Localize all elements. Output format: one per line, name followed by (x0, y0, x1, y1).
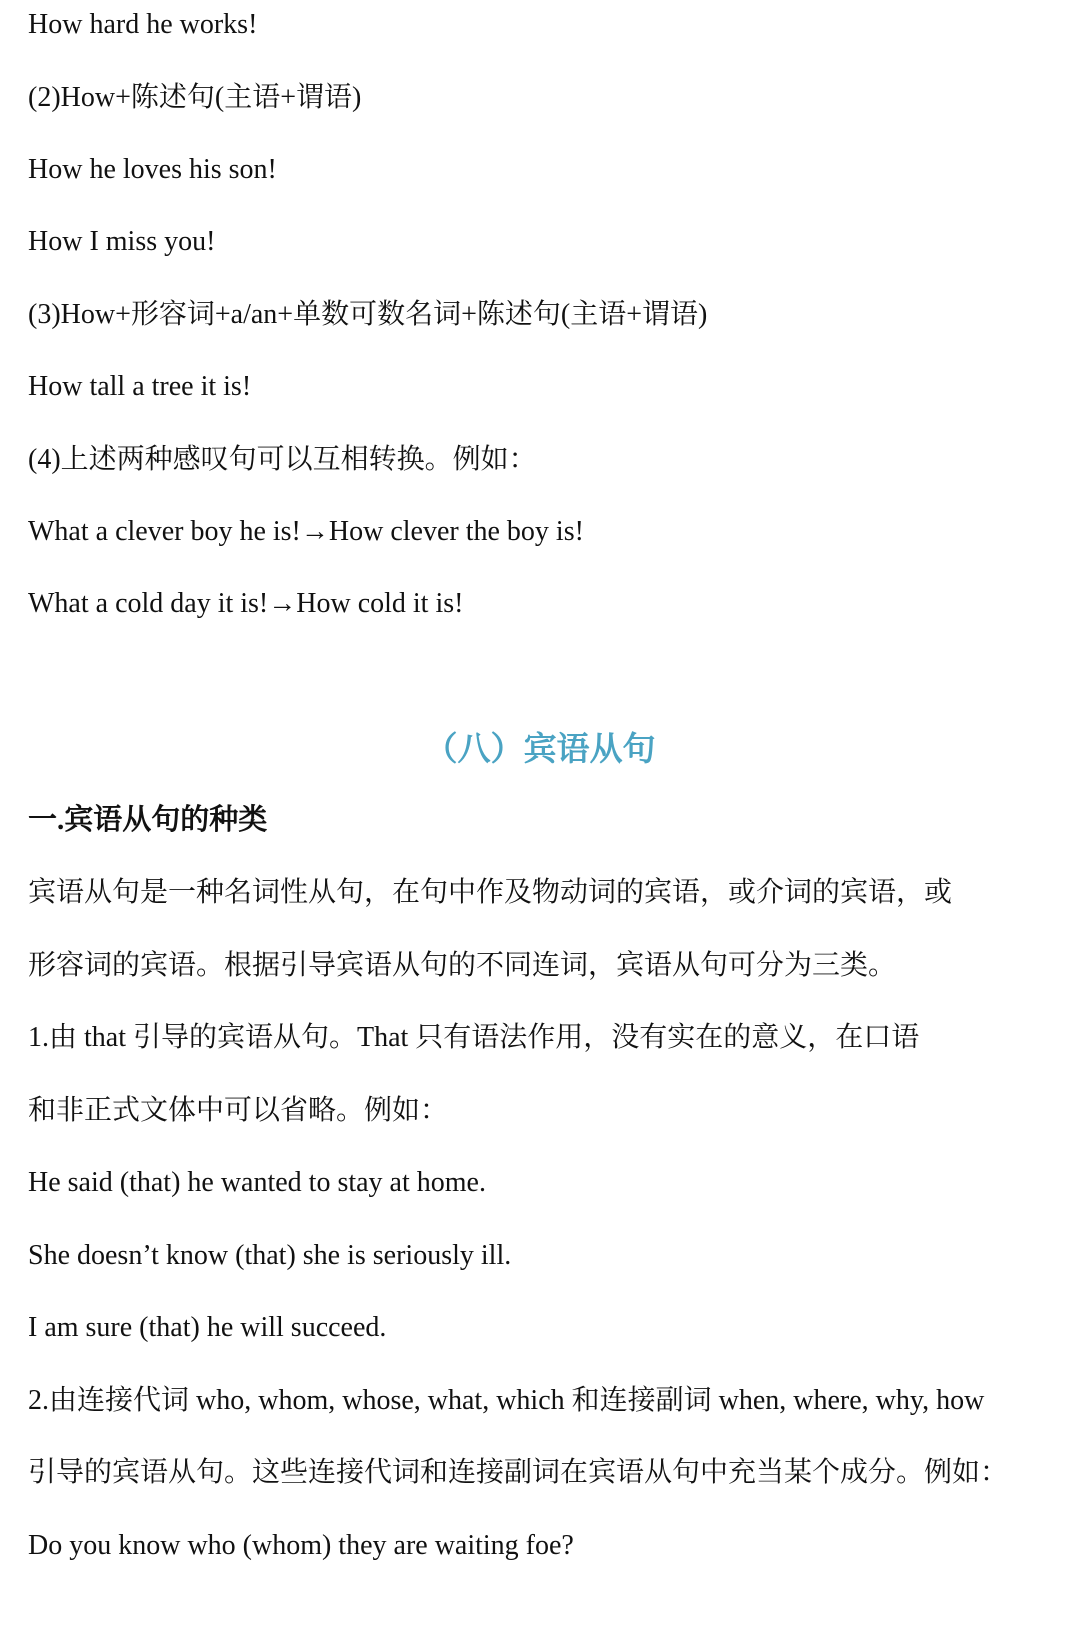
text-line: She doesn’t know (that) she is seriously ill. (28, 1240, 512, 1271)
text-line: (2)How+陈述句(主语+谓语) (28, 82, 362, 113)
text-line: Do you know who (whom) they are waiting foe? (28, 1530, 574, 1561)
text-line: How he loves his son! (28, 154, 277, 185)
text-line: 引导的宾语从句。这些连接代词和连接副词在宾语从句中充当某个成分。例如： (28, 1457, 1009, 1488)
subsection-title: 一.宾语从句的种类 (28, 804, 268, 836)
text-line: How tall a tree it is! (28, 371, 252, 402)
text-line: 2.由连接代词 who, whom, whose, what, which 和连接副词 when, where, why, how (28, 1385, 985, 1416)
text-line: He said (that) he wanted to stay at home. (28, 1167, 486, 1198)
text-line: 和非正式文体中可以省略。例如： (28, 1095, 449, 1126)
text-line: How I miss you! (28, 226, 216, 257)
text-line: 形容词的宾语。根据引导宾语从句的不同连词，宾语从句可分为三类。 (28, 950, 897, 981)
text-line: How hard he works! (28, 9, 258, 40)
section-title: （八）宾语从句 (424, 732, 656, 768)
text-line: 宾语从句是一种名词性从句，在句中作及物动词的宾语，或介词的宾语，或 (28, 877, 953, 908)
text-line: I am sure (that) he will succeed. (28, 1312, 387, 1343)
text-line: (3)How+形容词+a/an+单数可数名词+陈述句(主语+谓语) (28, 299, 708, 330)
text-line: 1.由 that 引导的宾语从句。That 只有语法作用，没有实在的意义，在口语 (28, 1022, 920, 1053)
text-line: (4)上述两种感叹句可以互相转换。例如： (28, 444, 537, 475)
text-line: What a clever boy he is!→How clever the boy is! (28, 516, 584, 547)
text-line: What a cold day it is!→How cold it is! (28, 588, 464, 619)
